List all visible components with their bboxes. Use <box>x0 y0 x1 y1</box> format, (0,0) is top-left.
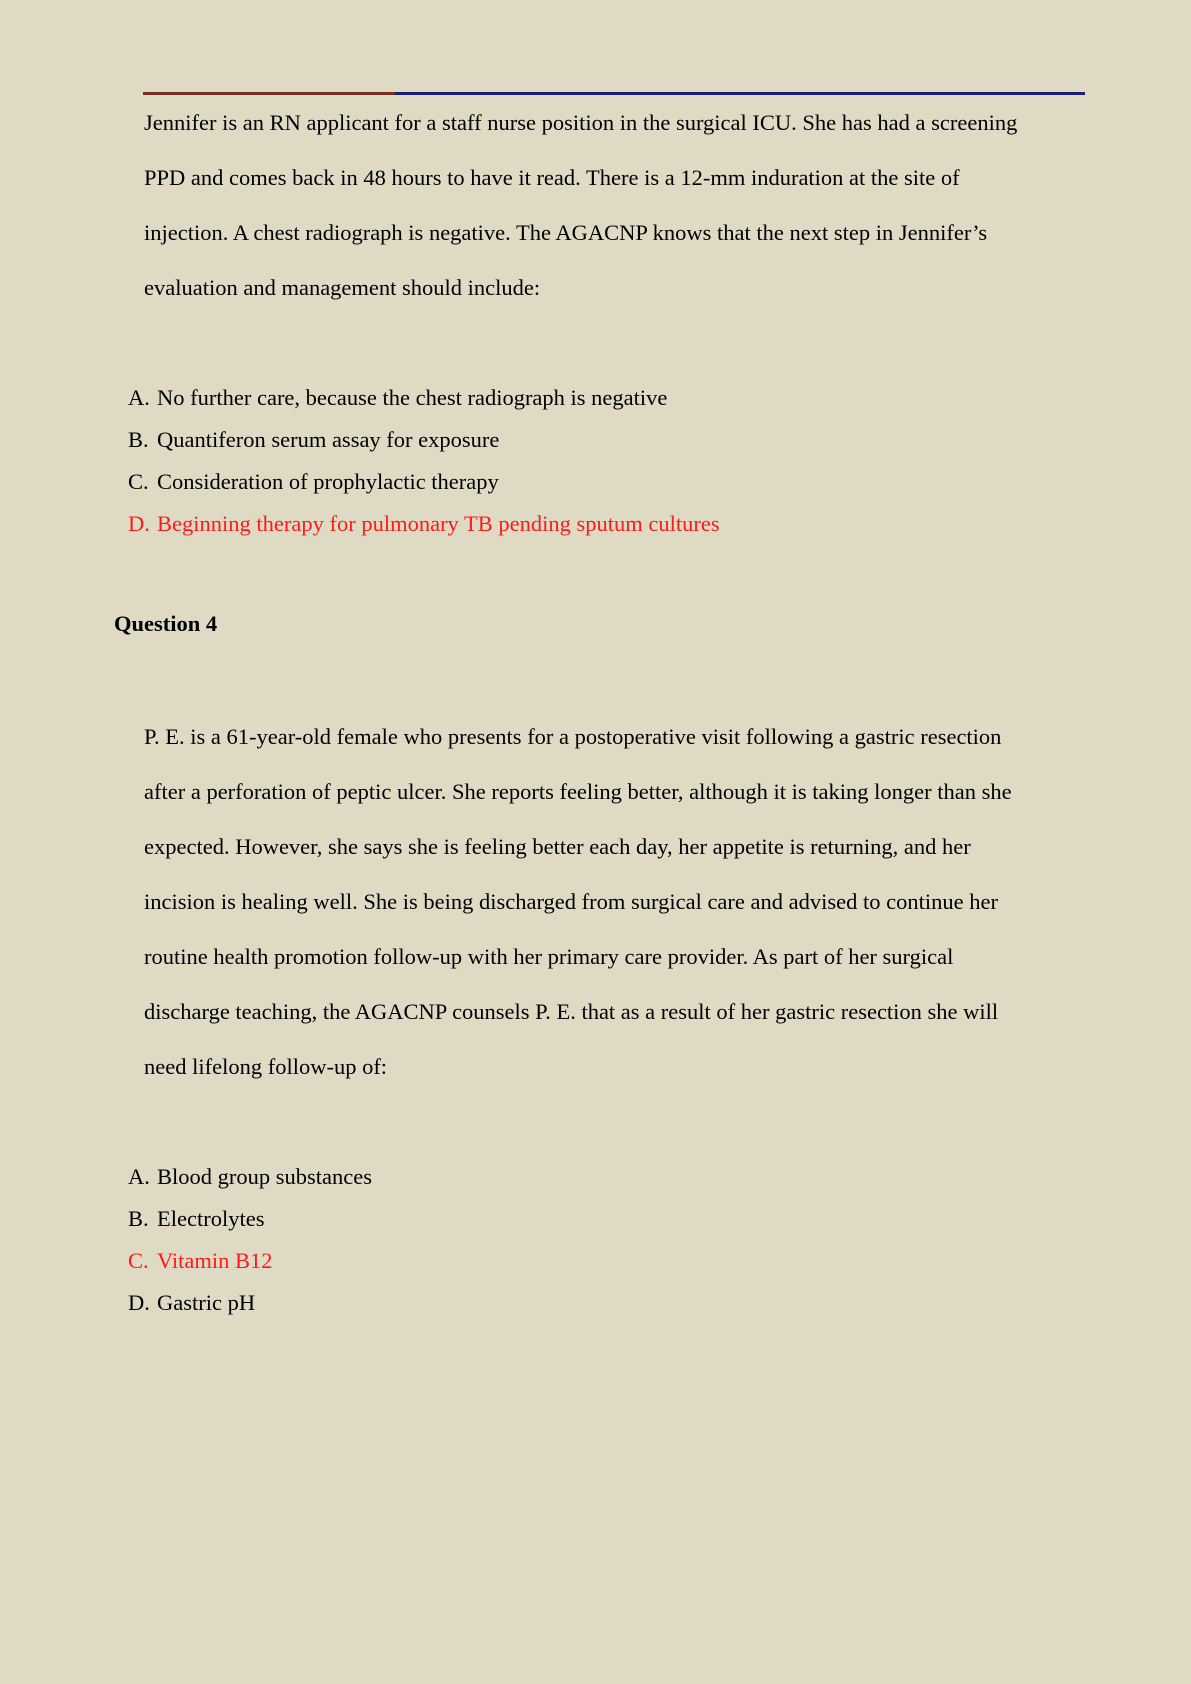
option-letter: D. <box>128 511 150 536</box>
question-4-options <box>128 1156 372 1324</box>
option-text: Beginning therapy for pulmonary TB pending sputum cultures <box>157 511 720 536</box>
stem-line: incision is healing well. She is being discharged from surgical care and advised to continue her <box>144 889 998 914</box>
option-text: Electrolytes <box>157 1206 265 1231</box>
option-text: Gastric pH <box>157 1290 256 1315</box>
option-text: Blood group substances <box>157 1164 372 1189</box>
question-4-heading: Question 4 <box>114 611 218 636</box>
answer-option-b <box>128 1198 372 1240</box>
stem-line: evaluation and management should include: <box>144 275 541 300</box>
stem-line: need lifelong follow-up of: <box>144 1054 388 1079</box>
option-letter: C. <box>128 469 149 494</box>
option-letter: B. <box>128 427 149 452</box>
question-3-options <box>128 377 720 545</box>
answer-option-d-correct <box>128 503 720 545</box>
option-letter: D. <box>128 1290 150 1315</box>
question-3-stem <box>144 95 1094 315</box>
option-letter: A. <box>128 385 150 410</box>
option-letter: A. <box>128 1164 150 1189</box>
option-text: No further care, because the chest radiograph is negative <box>157 385 668 410</box>
answer-option-a <box>128 1156 372 1198</box>
option-letter: C. <box>128 1248 149 1273</box>
option-text: Vitamin B12 <box>157 1248 273 1273</box>
option-text: Consideration of prophylactic therapy <box>157 469 499 494</box>
stem-line: after a perforation of peptic ulcer. She reports feeling better, although it is taking longer than she <box>144 779 1012 804</box>
stem-line: PPD and comes back in 48 hours to have it read. There is a 12-mm induration at the site of <box>144 165 960 190</box>
stem-line: Jennifer is an RN applicant for a staff nurse position in the surgical ICU. She has had a screening <box>144 110 1018 135</box>
question-4-stem <box>144 709 1094 1094</box>
answer-option-c <box>128 461 720 503</box>
stem-line: injection. A chest radiograph is negative. The AGACNP knows that the next step in Jennifer’s <box>144 220 988 245</box>
option-letter: B. <box>128 1206 149 1231</box>
answer-option-c-correct <box>128 1240 372 1282</box>
stem-line: expected. However, she says she is feeling better each day, her appetite is returning, and her <box>144 834 971 859</box>
answer-option-d <box>128 1282 372 1324</box>
option-text: Quantiferon serum assay for exposure <box>157 427 500 452</box>
stem-line: discharge teaching, the AGACNP counsels P. E. that as a result of her gastric resection she will <box>144 999 999 1024</box>
stem-line: P. E. is a 61-year-old female who presents for a postoperative visit following a gastric resection <box>144 724 1002 749</box>
answer-option-b <box>128 419 720 461</box>
stem-line: routine health promotion follow-up with her primary care provider. As part of her surgical <box>144 944 954 969</box>
answer-option-a <box>128 377 720 419</box>
